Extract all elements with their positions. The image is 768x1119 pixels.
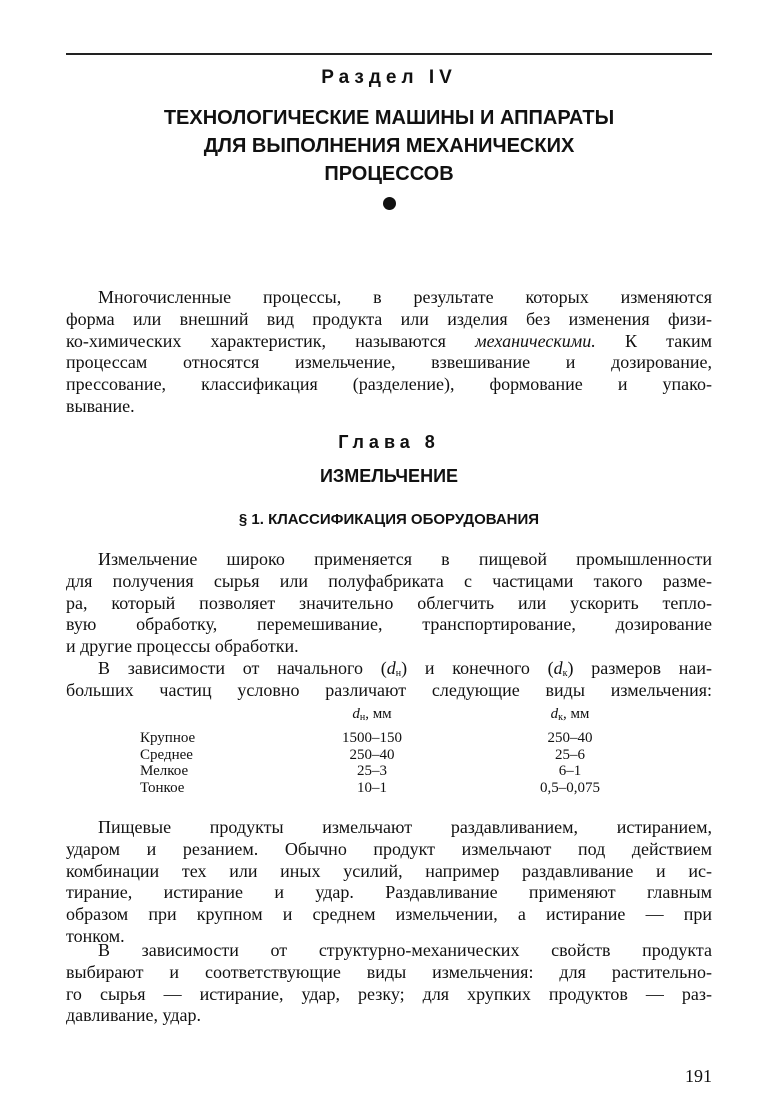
text-line <box>66 331 712 353</box>
unit: , мм <box>562 706 590 722</box>
row-initial: 10–1 <box>357 779 387 796</box>
methods-paragraph <box>66 817 712 948</box>
text-line: форма или внешний вид продукта или изделия без изменения физи- <box>66 308 712 329</box>
text-line: прессование, классификация (разделение), формование и упако- <box>66 374 712 395</box>
row-initial: 250–40 <box>349 746 395 763</box>
page-number: 191 <box>685 1066 712 1086</box>
text-line: Многочисленные процессы, в результате которых изменяются <box>98 287 712 307</box>
text-line: Измельчение широко применяется в пищевой промышленности <box>98 549 712 569</box>
text-line <box>66 658 712 680</box>
table-row <box>66 730 712 747</box>
row-name: Крупное <box>140 730 196 746</box>
header-rule <box>66 53 712 55</box>
row-initial: 25–3 <box>357 763 387 779</box>
text-line: ра, который позволяет значительно облегчить или ускорить тепло- <box>66 592 712 613</box>
text-line: комбинации тех или иных усилий, например раздавливание и ис- <box>66 860 712 881</box>
bullet-icon <box>383 197 396 210</box>
text-fragment: В зависимости от начального ( <box>98 658 387 678</box>
text-fragment: ) и конечного ( <box>401 658 554 678</box>
text-line: выбирают и соответствующие виды измельчения: для растительно- <box>66 961 712 982</box>
text-line: тонком. <box>66 925 125 946</box>
row-name: Мелкое <box>140 763 189 779</box>
subscript: к <box>558 712 563 723</box>
text-line: ударом и резанием. Обычно продукт измельчают под действием <box>66 838 712 859</box>
row-final: 0,5–0,075 <box>540 779 600 796</box>
symbol-d: d <box>352 706 360 722</box>
text-line: образом при крупном и среднем измельчении, а истирание — при <box>66 904 712 925</box>
table-row <box>66 780 712 797</box>
text-line: вую обработку, перемешивание, транспортирование, дозирование <box>66 614 712 635</box>
paragraph-heading: § 1. КЛАССИФИКАЦИЯ ОБОРУДОВАНИЯ <box>238 511 540 528</box>
classification-paragraph <box>66 549 712 658</box>
row-final: 250–40 <box>547 730 593 746</box>
section-title <box>66 104 712 188</box>
text-fragment: ко-химических характеристик, называются <box>66 330 446 351</box>
text-line: давливание, удар. <box>66 1005 202 1026</box>
text-line: вывание. <box>66 395 135 416</box>
emphasis-term: механическими. <box>475 330 596 351</box>
text-fragment: ) размеров наи- <box>567 658 712 678</box>
table-row <box>66 747 712 764</box>
subscript: к <box>562 668 568 679</box>
symbol-d: d <box>553 658 563 678</box>
symbol-d: d <box>386 658 396 678</box>
size-paragraph <box>66 658 712 702</box>
row-final: 25–6 <box>555 746 585 763</box>
text-line: процессам относятся измельчение, взвешивание и дозирование, <box>66 352 712 373</box>
text-line: для получения сырья или полуфабриката с частицами такого разме- <box>66 570 712 591</box>
row-name: Тонкое <box>140 779 185 796</box>
table-row <box>66 763 712 780</box>
text-line: В зависимости от структурно-механических свойств продукта <box>98 940 712 960</box>
intro-paragraph <box>66 287 712 418</box>
table-header <box>66 706 712 730</box>
row-name: Среднее <box>140 746 193 763</box>
properties-paragraph <box>66 940 712 1027</box>
section-title-line-1: ТЕХНОЛОГИЧЕСКИЕ МАШИНЫ И АППАРАТЫ <box>163 107 615 129</box>
row-initial: 1500–150 <box>342 730 402 746</box>
subscript: н <box>395 668 402 679</box>
section-label: Раздел IV <box>321 67 457 88</box>
symbol-d: d <box>550 706 559 722</box>
text-line: больших частиц условно различают следующие виды измельчения: <box>66 679 712 700</box>
subscript: н <box>359 712 366 723</box>
grinding-table <box>66 706 712 796</box>
section-title-line-2: ДЛЯ ВЫПОЛНЕНИЯ МЕХАНИЧЕСКИХ <box>203 135 575 157</box>
text-line: тирание, истирание и удар. Раздавливание применяют главным <box>66 882 712 903</box>
column-header-final <box>510 706 630 723</box>
column-header-initial <box>312 706 432 723</box>
text-line: го сырья — истирание, удар, резку; для хрупких продуктов — раз- <box>66 983 712 1004</box>
row-final: 6–1 <box>558 763 582 779</box>
section-title-line-3: ПРОЦЕССОВ <box>324 163 454 185</box>
chapter-label: Глава 8 <box>338 432 440 452</box>
chapter-title: ИЗМЕЛЬЧЕНИЕ <box>319 466 459 486</box>
text-line: Пищевые продукты измельчают раздавливанием, истиранием, <box>98 817 712 837</box>
text-fragment: К таким <box>595 330 713 351</box>
unit: , мм <box>365 706 392 722</box>
text-line: и другие процессы обработки. <box>66 636 299 657</box>
